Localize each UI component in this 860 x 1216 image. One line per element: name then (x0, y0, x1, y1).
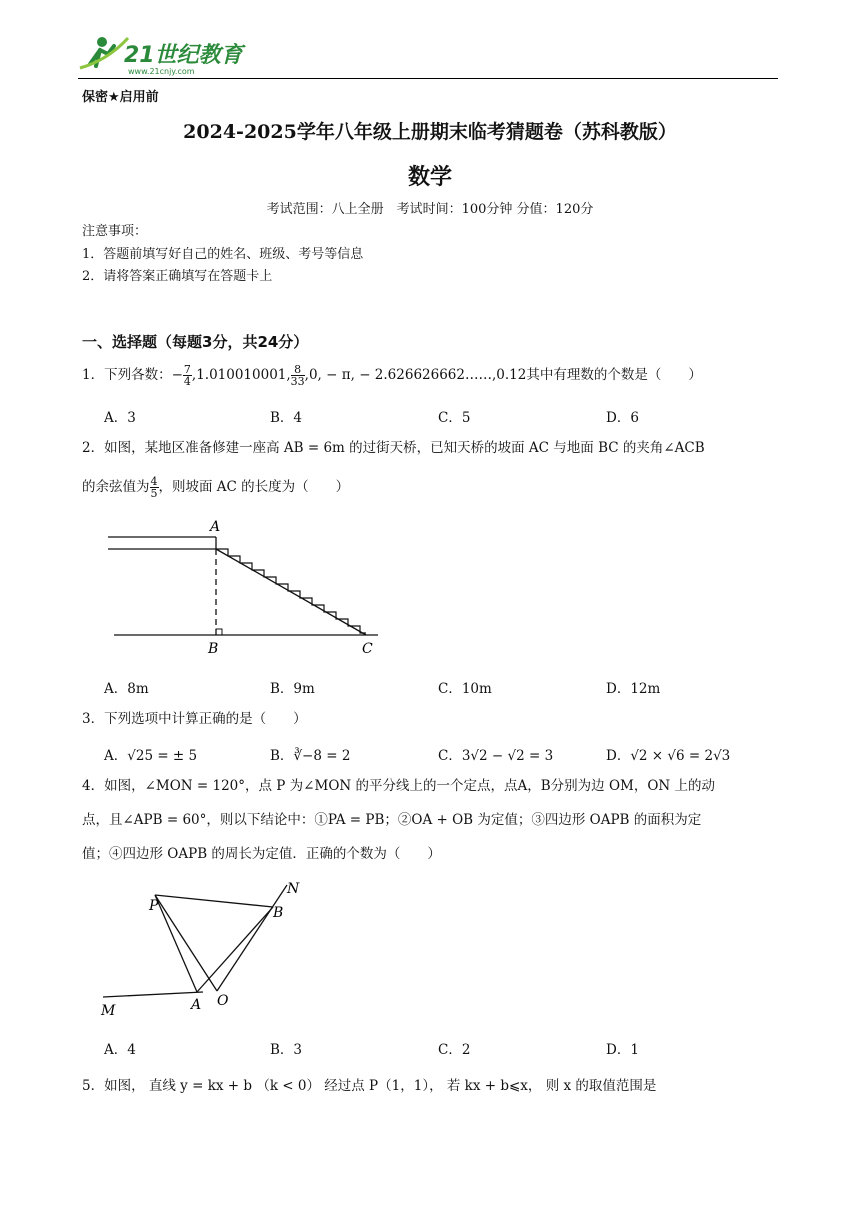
fraction: $\frac{7}{4}$ (183, 363, 191, 388)
secret-label: 保密★启用前 (82, 90, 159, 105)
option-a: A．8m (104, 681, 149, 697)
question-1: 1．下列各数：− $\frac{7}{4}$ ,1.010010001, $\frac{8}{33}$ ,0, − π, − 2.626626662……,0.12其中有理数的个数是（ ） (82, 363, 702, 388)
option-c: C．5 (438, 410, 471, 426)
option-c: C．3√2 − √2 = 3 (438, 748, 554, 764)
subject-title: 数学 (407, 164, 452, 190)
question-4-line2: 点，且∠APB = 60°，则以下结论中：①PA = PB；②OA + OB 为定值；③四边形 OAPB 的面积为定 (82, 812, 702, 828)
question-4: 4．如图，∠MON = 120°，点 P 为∠MON 的平分线上的一个定点，点A，B分别为边 OM，ON 上的动 (82, 778, 716, 794)
note-item: 1．答题前填写好自己的姓名、班级、考号等信息 (82, 247, 364, 262)
question-5: 5．如图， 直线 y = kx + b （k < 0） 经过点 P（1，1）， 若 kx + b⩽x， 则 x 的取值范围是 (82, 1078, 657, 1094)
option-a: A．3 (104, 410, 136, 426)
q1-prefix: 1．下列各数： (82, 367, 172, 383)
option-d: D．6 (606, 410, 639, 426)
fraction: $\frac{8}{33}$ (290, 363, 305, 388)
label-b: B (208, 641, 219, 657)
page-title: 2024-2025学年八年级上册期末临考猜题卷（苏科教版） (183, 121, 677, 143)
option-d: D．12m (606, 681, 661, 697)
option-a: A．4 (104, 1042, 136, 1058)
logo-text: 21世纪教育 (124, 43, 243, 68)
label-m: M (101, 1003, 116, 1019)
angle-figure (95, 875, 315, 1025)
exam-meta: 考试范围：八上全册 考试时间：100分钟 分值：120分 (266, 202, 594, 217)
option-b: B．4 (270, 410, 303, 426)
bridge-figure (100, 515, 390, 660)
label-c: C (362, 641, 373, 657)
option-c: C．2 (438, 1042, 471, 1058)
option-a: A．√25 = ± 5 (104, 748, 198, 764)
label-p: P (149, 898, 159, 914)
option-d: D．√2 × √6 = 2√3 (606, 748, 731, 764)
question-3: 3．下列选项中计算正确的是（ ） (82, 711, 307, 727)
section-heading: 一、选择题（每题3分，共24分） (82, 333, 309, 351)
label-b: B (273, 905, 284, 921)
logo (78, 32, 248, 78)
question-2-line2: 的余弦值为 $\frac{4}{5}$ ，则坡面 AC 的长度为（ ） (82, 475, 350, 500)
header-rule (78, 78, 778, 79)
label-o: O (217, 993, 229, 1009)
note-item: 2．请将答案正确填写在答题卡上 (82, 269, 273, 284)
option-c: C．10m (438, 681, 492, 697)
option-b: B．∛−8 = 2 (270, 748, 351, 764)
fraction: $\frac{4}{5}$ (150, 475, 158, 500)
label-a: A (191, 997, 202, 1013)
option-b: B．3 (270, 1042, 303, 1058)
label-a: A (210, 519, 221, 535)
question-4-line3: 值；④四边形 OAPB 的周长为定值．正确的个数为（ ） (82, 846, 441, 862)
notes-heading: 注意事项： (82, 224, 148, 239)
option-b: B．9m (270, 681, 315, 697)
label-n: N (287, 881, 300, 897)
option-d: D．1 (606, 1042, 639, 1058)
logo-url: www.21cnjy.com (128, 67, 195, 76)
question-2: 2．如图，某地区准备修建一座高 AB = 6m 的过街天桥，已知天桥的坡面 AC 与地面 BC 的夹角∠ACB (82, 440, 705, 456)
logo-graphic (78, 32, 248, 78)
